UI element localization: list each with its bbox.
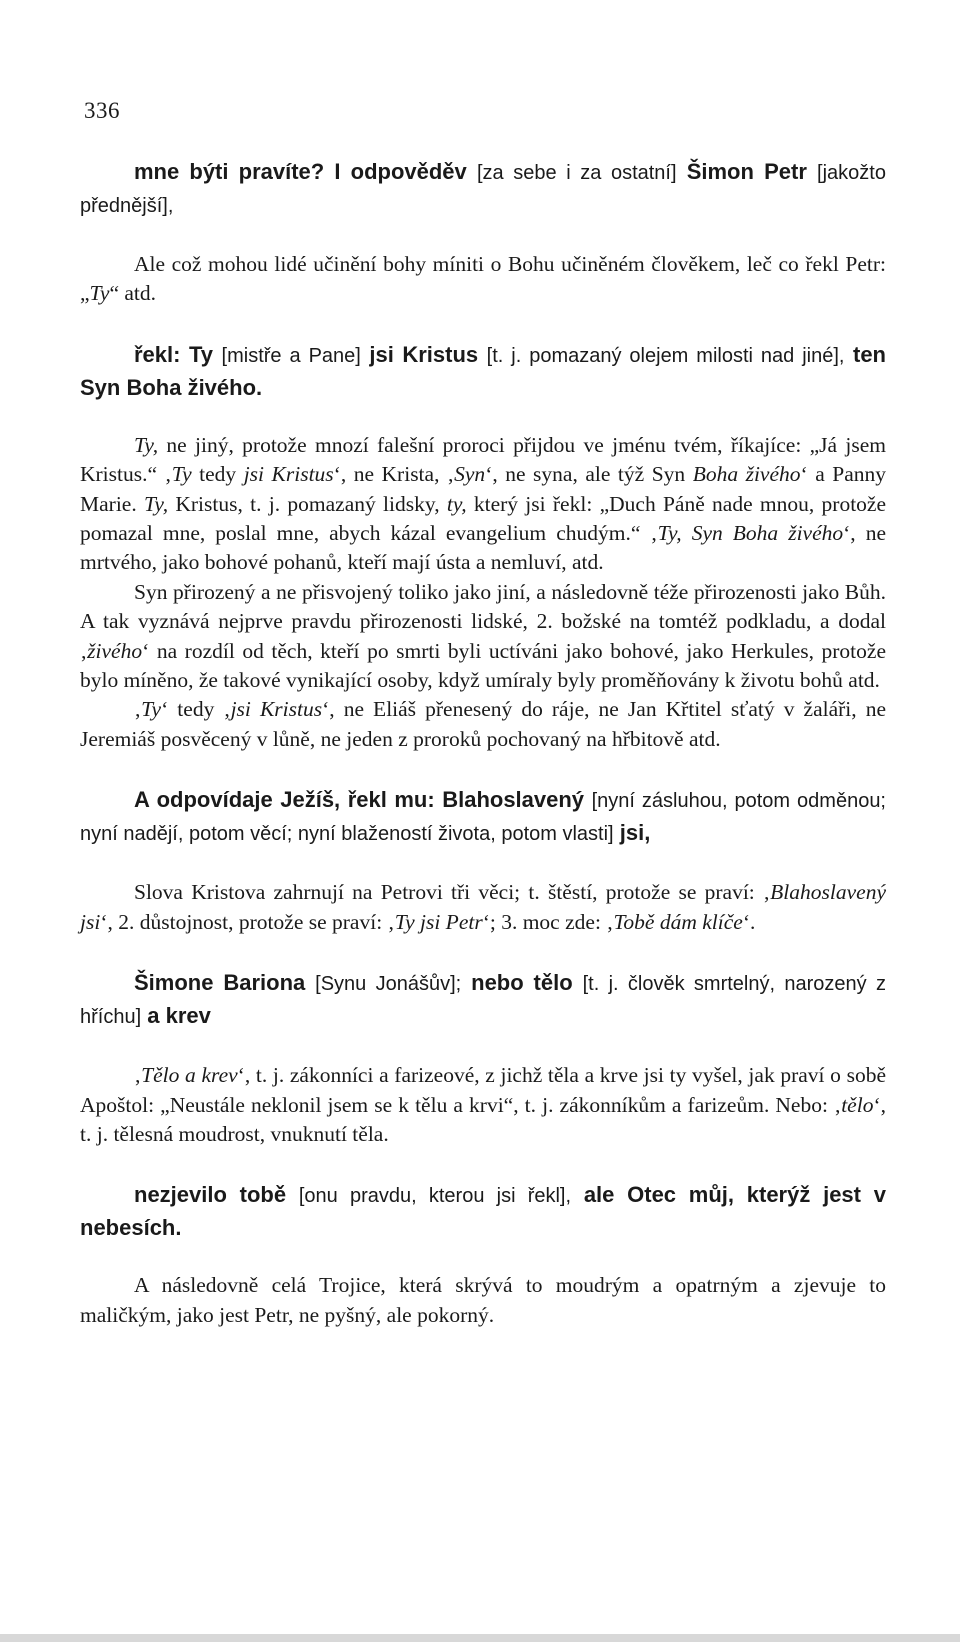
commentary-text: A následovně celá Trojice, která skrývá to moudrým a opatrným a zjevuje to maličkým, jako jest Petr, ne pyšný, ale pokorný. bbox=[80, 1273, 886, 1327]
commentary-text: ‘, ne mrtvého, jako bohové pohanů, kteří mají ústa a nemluví, atd. bbox=[80, 521, 887, 575]
commentary-italic: tělo bbox=[841, 1092, 874, 1117]
commentary-paragraph-6 bbox=[80, 1061, 886, 1149]
commentary-paragraph-3 bbox=[80, 578, 886, 696]
commentary-text: ‘, t. j. zákonníci a farizeové, z jichž těla a krve jsi ty vyšel, jak praví o sobě Apoštol: „Neustále neklonil jsem se k tělu a krvi“, t. j. zákonníkům a farizeům. Nebo: ‚ bbox=[80, 1063, 886, 1117]
commentary-italic: jsi Kristus bbox=[230, 697, 323, 722]
verse-gloss: [nyní zásluhou, potom odměnou; nyní nadějí, potom věcí; nyní blažeností života, potom vlasti] bbox=[80, 790, 886, 846]
commentary-italic: Ty, bbox=[144, 491, 169, 516]
commentary-text: ‚ bbox=[134, 697, 142, 722]
commentary-italic: Syn bbox=[454, 462, 486, 487]
commentary-text: ‘, ne Krista, ‚ bbox=[333, 462, 455, 487]
commentary-text: ‘, ne syna, ale týž Syn bbox=[485, 462, 693, 487]
commentary-text: ‘, ne Eliáš přenesený do ráje, ne Jan Křtitel sťatý v žaláři, ne Jeremiáš posvěcený v lůně, ne jeden z proroků pochovaný na hřbitově atd. bbox=[80, 697, 887, 751]
verse-text: A odpovídaje Ježíš, řekl mu: Blahoslavený bbox=[134, 787, 585, 813]
commentary-paragraph-1 bbox=[80, 250, 886, 309]
verse-gloss: [t. j. pomazaný olejem milosti nad jiné], bbox=[486, 344, 845, 367]
commentary-paragraph-2 bbox=[80, 431, 886, 578]
verse-text: ale Otec můj, kterýž jest v nebesích. bbox=[80, 1182, 886, 1241]
commentary-text: ‘. bbox=[742, 909, 756, 934]
commentary-italic: Ty jsi Petr bbox=[394, 909, 483, 934]
verse-gloss: [onu pravdu, kterou jsi řekl], bbox=[298, 1185, 572, 1208]
verse-text: jsi Kristus bbox=[369, 341, 479, 367]
commentary-text: “ atd. bbox=[109, 281, 157, 306]
commentary-italic: Ty, Syn Boha živého bbox=[657, 521, 844, 546]
commentary-text: který jsi řekl: „Duch Páně nade mnou, protože pomazal mne, poslal mne, abych kázal evangelium chudým.“ ‚ bbox=[80, 491, 886, 546]
verse-text: nezjevilo tobě bbox=[134, 1182, 287, 1208]
commentary-italic: Ty, bbox=[134, 432, 159, 457]
verse-gloss: [Synu Jonášův]; bbox=[315, 973, 462, 996]
commentary-text: tedy bbox=[191, 462, 244, 487]
commentary-italic: Boha živého bbox=[692, 462, 801, 487]
verse-paragraph-5 bbox=[80, 1179, 886, 1243]
commentary-paragraph-5 bbox=[80, 878, 886, 937]
commentary-text: ‘, 2. důstojnost, protože se praví: ‚ bbox=[100, 909, 395, 934]
verse-gloss: [jakožto přednější], bbox=[80, 162, 886, 217]
commentary-text: ne jiný, protože mnozí falešní proroci přijdou ve jménu tvém, říkajíce: „Já jsem Kristus.“ ‚ bbox=[80, 432, 886, 487]
verse-paragraph-3 bbox=[80, 784, 886, 850]
verse-text: a krev bbox=[147, 1003, 211, 1029]
verse-text: mne býti pravíte? I odpověděv bbox=[134, 159, 467, 184]
commentary-italic: Blahoslavený jsi bbox=[80, 880, 886, 934]
verse-paragraph-2 bbox=[80, 339, 886, 403]
commentary-text: Syn přirozený a ne přisvojený toliko jako jiní, a následovně téže přirozenosti jako Bůh. A tak vyznává nejprve pravdu přirozenosti lidské, 2. božské na tomtéž podkladu, a dodal ‚ bbox=[80, 579, 886, 663]
commentary-text: ‘ a Panny Marie. bbox=[80, 462, 887, 516]
commentary-text: ‘ na rozdíl od těch, kteří po smrti byli uctíváni jako bohové, jako Herkules, protože bylo míněno, že takové vynikající osoby, když umíraly byly proměňovány k životu bohů atd. bbox=[80, 638, 886, 693]
page-text bbox=[80, 156, 886, 1330]
verse-text: Šimon Petr bbox=[686, 159, 807, 184]
verse-paragraph-4 bbox=[80, 967, 886, 1033]
commentary-italic: ty, bbox=[446, 491, 467, 516]
verse-text: nebo tělo bbox=[471, 970, 573, 996]
commentary-text: Kristus, t. j. pomazaný lidsky, bbox=[168, 491, 447, 516]
verse-gloss: [za sebe i za ostatní] bbox=[476, 162, 677, 184]
commentary-italic: Ty bbox=[89, 281, 110, 306]
verse-paragraph-1 bbox=[80, 156, 886, 222]
commentary-text: ‚ bbox=[134, 1063, 142, 1088]
verse-text: ten Syn Boha živého. bbox=[80, 341, 886, 400]
commentary-italic: Tobě dám klíče bbox=[613, 909, 743, 934]
verse-text: řekl: Ty bbox=[134, 341, 214, 367]
commentary-text: Slova Kristova zahrnují na Petrovi tři věci; t. štěstí, protože se praví: ‚ bbox=[134, 880, 771, 905]
commentary-text: ‘; 3. moc zde: ‚ bbox=[482, 909, 614, 934]
verse-text: Šimone Bariona bbox=[134, 970, 306, 996]
commentary-paragraph-7 bbox=[80, 1271, 886, 1330]
commentary-italic: Ty bbox=[141, 697, 162, 722]
commentary-italic: jsi Kristus bbox=[243, 462, 334, 487]
commentary-italic: živého bbox=[87, 638, 143, 663]
commentary-italic: Tělo a krev bbox=[141, 1063, 238, 1088]
verse-gloss: [t. j. člověk smrtelný, narozený z hříchu] bbox=[80, 973, 886, 1029]
commentary-text: ‘, t. j. tělesná moudrost, vnuknutí těla. bbox=[80, 1092, 886, 1146]
commentary-paragraph-4 bbox=[80, 695, 886, 754]
commentary-text: Ale což mohou lidé učinění bohy míniti o Bohu učiněném člověkem, leč co řekl Petr: „ bbox=[80, 252, 886, 306]
verse-text: jsi, bbox=[619, 820, 651, 846]
verse-gloss: [mistře a Pane] bbox=[221, 344, 361, 367]
page-number: 336 bbox=[84, 98, 120, 123]
scan-bottom-edge bbox=[0, 1634, 960, 1642]
commentary-italic: Ty bbox=[171, 462, 192, 487]
commentary-text: ‘ tedy ‚ bbox=[161, 697, 231, 722]
